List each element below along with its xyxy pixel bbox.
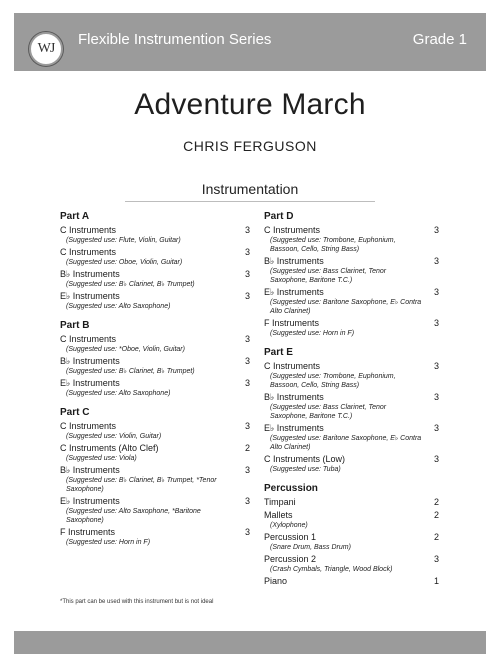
instrument-name: Percussion 1 <box>264 532 317 542</box>
section-title: Percussion <box>264 483 318 494</box>
suggested-use-note: (Suggested use: Baritone Saxophone, E♭ Contra Alto Clarinet) <box>270 299 422 315</box>
part-quantity: 3 <box>433 225 439 235</box>
part-quantity: 3 <box>433 554 439 564</box>
suggested-use-note: (Suggested use: Flute, Violin, Guitar) <box>66 237 181 244</box>
suggested-use-note: (Snare Drum, Bass Drum) <box>270 544 351 551</box>
part-quantity: 3 <box>244 225 250 235</box>
instrument-entry <box>60 225 250 245</box>
part-quantity: 3 <box>244 496 250 506</box>
instrument-name: F Instruments <box>264 318 320 328</box>
instrument-entry <box>264 454 439 474</box>
part-quantity: 3 <box>244 291 250 301</box>
part-quantity: 3 <box>244 378 250 388</box>
instrument-name: B♭ Instruments <box>60 356 120 366</box>
instrument-name: C Instruments <box>264 225 321 235</box>
publisher-logo: WJ <box>29 32 63 66</box>
instrument-entry <box>60 247 250 267</box>
instrument-entry <box>264 225 439 254</box>
instrument-name: C Instruments <box>60 225 117 235</box>
instrument-name: E♭ Instruments <box>264 423 324 433</box>
suggested-use-note: (Suggested use: Trombone, Euphonium, Bassoon, Cello, String Bass) <box>270 373 396 389</box>
instrument-entry <box>264 532 439 552</box>
series-title: Flexible Instrumention Series <box>78 31 272 48</box>
instrument-name: C Instruments (Alto Clef) <box>60 443 159 453</box>
part-quantity: 3 <box>244 421 250 431</box>
part-quantity: 3 <box>433 318 439 328</box>
suggested-use-note: (Suggested use: *Oboe, Violin, Guitar) <box>66 346 185 353</box>
instrument-entry <box>264 256 439 285</box>
suggested-use-note: (Suggested use: Oboe, Violin, Guitar) <box>66 259 183 266</box>
instrument-name: C Instruments <box>60 334 117 344</box>
part-quantity: 3 <box>244 247 250 257</box>
instrument-entry <box>60 269 250 289</box>
instrument-entry <box>264 392 439 421</box>
suggested-use-note: (Suggested use: B♭ Clarinet, B♭ Trumpet) <box>66 281 195 288</box>
section-title: Part B <box>60 320 90 331</box>
part-quantity: 3 <box>244 527 250 537</box>
instrument-entry <box>60 421 250 441</box>
instrument-entry <box>60 356 250 376</box>
part-quantity: 1 <box>433 576 439 586</box>
suggested-use-note: (Xylophone) <box>270 522 308 529</box>
suggested-use-note: (Suggested use: Tuba) <box>270 466 341 473</box>
suggested-use-note: (Suggested use: B♭ Clarinet, B♭ Trumpet, *Tenor Saxophone) <box>66 477 217 493</box>
instrumentation-column-left <box>60 211 250 549</box>
part-quantity: 3 <box>244 465 250 475</box>
instrument-entry <box>264 423 439 452</box>
part-quantity: 2 <box>433 497 439 507</box>
suggested-use-note: (Suggested use: Bass Clarinet, Tenor Saxophone, Baritone T.C.) <box>270 404 387 420</box>
part-quantity: 3 <box>244 269 250 279</box>
section-title: Part C <box>60 407 90 418</box>
instrument-name: E♭ Instruments <box>264 287 324 297</box>
footer-bar <box>14 631 486 654</box>
suggested-use-note: (Suggested use: Alto Saxophone) <box>66 303 171 310</box>
suggested-use-note: (Suggested use: Alto Saxophone, *Baritone Saxophone) <box>66 508 201 524</box>
suggested-use-note: (Suggested use: B♭ Clarinet, B♭ Trumpet) <box>66 368 195 375</box>
footnote: *This part can be used with this instrument but is not ideal <box>60 599 214 605</box>
section-title: Part E <box>264 347 293 358</box>
instrument-entry <box>60 496 250 525</box>
instrument-entry <box>264 497 439 508</box>
instrument-entry <box>264 287 439 316</box>
instrument-entry <box>264 361 439 390</box>
part-quantity: 2 <box>433 510 439 520</box>
suggested-use-note: (Suggested use: Viola) <box>66 455 137 462</box>
instrument-name: E♭ Instruments <box>60 291 120 301</box>
instrument-entry <box>264 318 439 338</box>
part-quantity: 3 <box>433 392 439 402</box>
instrument-name: B♭ Instruments <box>60 465 120 475</box>
instrument-name: Percussion 2 <box>264 554 317 564</box>
part-quantity: 3 <box>244 356 250 366</box>
suggested-use-note: (Suggested use: Horn in F) <box>66 539 151 546</box>
suggested-use-note: (Crash Cymbals, Triangle, Wood Block) <box>270 566 393 573</box>
instrument-name: Piano <box>264 576 288 586</box>
part-quantity: 3 <box>433 361 439 371</box>
part-quantity: 3 <box>244 334 250 344</box>
instrument-entry <box>60 378 250 398</box>
composer-name: CHRIS FERGUSON <box>183 138 317 154</box>
instrument-name: E♭ Instruments <box>60 496 120 506</box>
instrument-entry <box>60 291 250 311</box>
instrument-name: F Instruments <box>60 527 116 537</box>
instrument-name: Mallets <box>264 510 293 520</box>
instrument-entry <box>264 510 439 530</box>
part-quantity: 2 <box>244 443 250 453</box>
suggested-use-note: (Suggested use: Horn in F) <box>270 330 355 337</box>
instrumentation-column-right <box>264 211 439 589</box>
part-quantity: 2 <box>433 532 439 542</box>
suggested-use-note: (Suggested use: Baritone Saxophone, E♭ Contra Alto Clarinet) <box>270 435 422 451</box>
part-quantity: 3 <box>433 256 439 266</box>
suggested-use-note: (Suggested use: Trombone, Euphonium, Bassoon, Cello, String Bass) <box>270 237 396 253</box>
suggested-use-note: (Suggested use: Violin, Guitar) <box>66 433 162 440</box>
instrument-name: C Instruments <box>60 247 117 257</box>
instrumentation-heading: Instrumentation <box>201 181 299 197</box>
instrument-name: E♭ Instruments <box>60 378 120 388</box>
instrument-name: C Instruments (Low) <box>264 454 346 464</box>
part-quantity: 3 <box>433 423 439 433</box>
instrument-entry <box>60 527 250 547</box>
instrument-entry <box>264 576 439 587</box>
suggested-use-note: (Suggested use: Bass Clarinet, Tenor Saxophone, Baritone T.C.) <box>270 268 387 284</box>
instrument-entry <box>60 443 250 463</box>
instrument-name: B♭ Instruments <box>264 256 324 266</box>
grade-label: Grade 1 <box>412 31 467 48</box>
section-title: Part D <box>264 211 294 222</box>
page-title: Adventure March <box>134 88 366 121</box>
instrument-name: C Instruments <box>60 421 117 431</box>
instrument-name: B♭ Instruments <box>264 392 324 402</box>
instrument-name: C Instruments <box>264 361 321 371</box>
section-title: Part A <box>60 211 90 222</box>
instrument-name: Timpani <box>264 497 296 507</box>
instrument-entry <box>264 554 439 574</box>
instrument-entry <box>60 465 250 494</box>
suggested-use-note: (Suggested use: Alto Saxophone) <box>66 390 171 397</box>
part-quantity: 3 <box>433 287 439 297</box>
instrument-entry <box>60 334 250 354</box>
heading-divider <box>125 201 375 202</box>
instrument-name: B♭ Instruments <box>60 269 120 279</box>
part-quantity: 3 <box>433 454 439 464</box>
